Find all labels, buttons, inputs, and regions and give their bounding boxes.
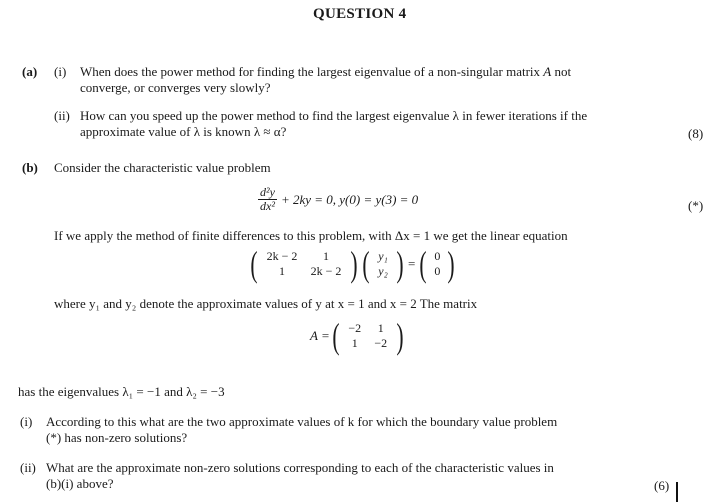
zero-vector: ( 0 0 ) bbox=[419, 244, 455, 284]
equation-rest: + 2ky = 0, y(0) = y(3) = 0 bbox=[280, 191, 419, 207]
second-derivative-fraction bbox=[258, 186, 277, 213]
part-b-ii-label: (ii) bbox=[20, 460, 36, 475]
part-a-ii-line2: approximate value of λ is known λ ≈ α? bbox=[80, 124, 287, 139]
linear-system bbox=[248, 246, 457, 282]
frac-numerator: d²y bbox=[260, 185, 275, 199]
part-b-i-label: (i) bbox=[20, 414, 33, 429]
where-text: where y₁ and y₂ denote the approximate values of y at x = 1 and x = 2 The matrix bbox=[54, 296, 478, 311]
part-a-i-end: not bbox=[554, 64, 572, 79]
part-b-ii-line1: What are the approximate non-zero solutions corresponding to each of the characteristic values in bbox=[46, 460, 554, 475]
part-b-i-line2: (*) has non-zero solutions? bbox=[46, 430, 188, 445]
matrix-var: A bbox=[543, 64, 552, 79]
part-a-ii-line1: How can you speed up the power method to find the largest eigenvalue λ in fewer iterations if the bbox=[80, 108, 588, 123]
m21: 1 bbox=[279, 264, 285, 278]
a21: 1 bbox=[351, 336, 358, 350]
equals-sign: = bbox=[408, 256, 416, 271]
part-a-i-line2: converge, or converges very slowly? bbox=[80, 80, 271, 95]
part-a-i-text: When does the power method for finding the largest eigenvalue of a non-singular matrix bbox=[80, 64, 541, 79]
question-title: QUESTION 4 bbox=[313, 6, 407, 22]
a22: −2 bbox=[374, 336, 388, 350]
a12: 1 bbox=[377, 321, 384, 335]
coefficient-matrix: ( 2k − 2 1 1 2k − 2 ) bbox=[250, 244, 358, 284]
y1: y₁ bbox=[378, 249, 388, 263]
finite-difference-text: If we apply the method of finite differences to this problem, with Δx = 1 we get the linear equation bbox=[54, 228, 568, 243]
part-b-ii-line2: (b)(i) above? bbox=[46, 476, 114, 491]
part-a-i-line1 bbox=[80, 64, 571, 80]
part-b-i-line1: According to this what are the two approximate values of k for which the boundary value problem bbox=[46, 414, 558, 429]
m11: 2k − 2 bbox=[266, 249, 298, 263]
y2: y₂ bbox=[378, 264, 388, 278]
part-a-marks: (8) bbox=[688, 126, 704, 141]
a11: −2 bbox=[348, 321, 362, 335]
part-b-label: (b) bbox=[22, 160, 38, 175]
frac-denominator: dx² bbox=[260, 199, 275, 213]
eigenvalues-text: has the eigenvalues λ₁ = −1 and λ₂ = −3 bbox=[18, 384, 225, 399]
matrix-a-label: A = bbox=[310, 328, 330, 343]
differential-equation bbox=[258, 186, 418, 213]
part-b-marks: (6) bbox=[654, 478, 670, 493]
matrix-a: A = ( −2 1 1 −2 ) bbox=[310, 316, 404, 356]
m22: 2k − 2 bbox=[310, 264, 342, 278]
m12: 1 bbox=[323, 249, 329, 263]
part-a-label: (a) bbox=[22, 64, 38, 79]
part-a-ii-label: (ii) bbox=[54, 108, 70, 123]
rhs1: 0 bbox=[434, 249, 441, 263]
unknown-vector: ( y₁ y₂ ) bbox=[362, 244, 404, 284]
part-b-intro: Consider the characteristic value problem bbox=[54, 160, 271, 175]
equation-tag: (*) bbox=[688, 198, 704, 213]
rhs2: 0 bbox=[434, 264, 441, 278]
part-a-i-label: (i) bbox=[54, 64, 67, 79]
margin-bar bbox=[676, 482, 678, 502]
